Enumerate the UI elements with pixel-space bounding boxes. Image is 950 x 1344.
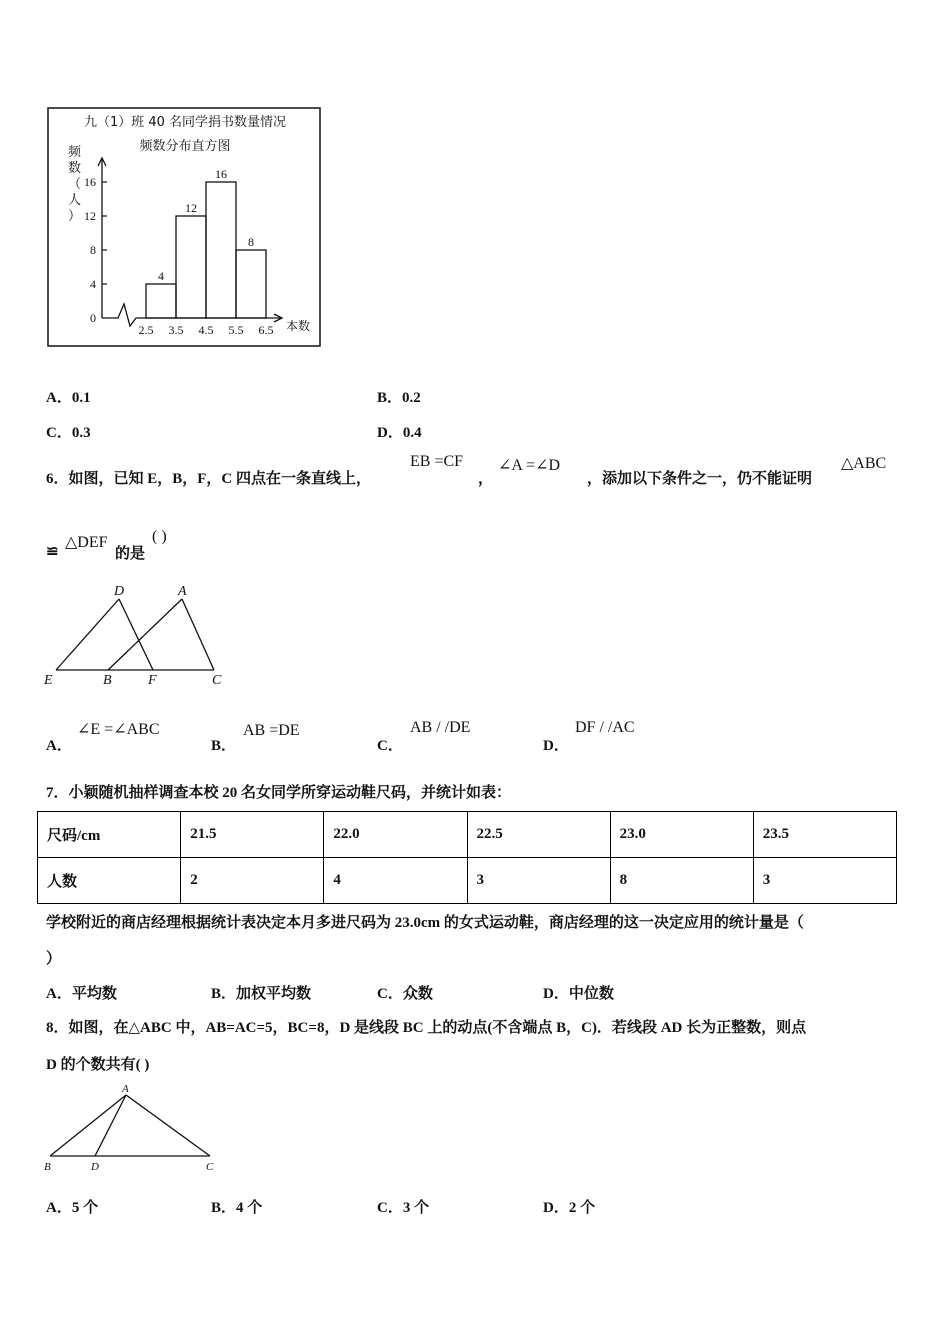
q8-option-a[interactable]: A．5 个: [46, 1200, 99, 1216]
q5-option-d[interactable]: D．0.4: [377, 425, 422, 441]
histogram-subtitle: 频数分布直方图: [139, 139, 231, 154]
q6-segment-ed: [56, 599, 119, 670]
table-cell: 尺码/cm: [38, 812, 181, 858]
y-tick-label: 12: [84, 209, 96, 223]
q6-label-e: E: [44, 673, 53, 686]
q8-segment-ab: [50, 1095, 126, 1156]
q7-option-b[interactable]: B．加权平均数: [211, 986, 312, 1002]
histogram-bar: [236, 250, 266, 318]
table-cell: 8: [610, 858, 753, 904]
y-tick-label: 16: [84, 175, 96, 189]
q6-stem-part1: 6．如图，已知 E，B，F，C 四点在一条直线上，: [46, 471, 372, 487]
x-tick-label: 6.5: [258, 323, 274, 337]
q8-figure: [42, 1082, 222, 1176]
q8-label-c: C: [206, 1161, 214, 1173]
q8-stem-line2: D 的个数共有( ): [46, 1057, 150, 1073]
q8-label-a: A: [122, 1083, 129, 1095]
table-cell: 2: [181, 858, 324, 904]
q6-label-b: B: [103, 673, 112, 686]
table-cell: 23.0: [610, 812, 753, 858]
q6-option-c-label[interactable]: C．: [377, 738, 403, 754]
q6-option-d-label[interactable]: D．: [543, 738, 569, 754]
histogram-bar: [176, 216, 206, 318]
q6-segment-df: [119, 599, 153, 670]
q6-segment-ac: [182, 599, 214, 670]
q8-option-c[interactable]: C．3 个: [377, 1200, 430, 1216]
q8-option-d[interactable]: D．2 个: [543, 1200, 596, 1216]
table-cell: 21.5: [181, 812, 324, 858]
q6-math-triangle-def: △DEF: [65, 534, 108, 551]
q8-option-b[interactable]: B．4 个: [211, 1200, 263, 1216]
histogram-figure: [46, 106, 324, 348]
q6-option-b-label[interactable]: B．: [211, 738, 237, 754]
q8-segment-ac: [126, 1095, 210, 1156]
q6-math-triangle-abc: △ABC: [841, 455, 887, 472]
table-cell: 3: [467, 858, 610, 904]
y-tick-label: 8: [90, 243, 96, 257]
table-cell: 4: [324, 858, 467, 904]
y-tick-label: 0: [90, 311, 96, 325]
q6-option-d-math[interactable]: DF / /AC: [575, 719, 635, 736]
table-row: [38, 858, 897, 904]
q6-label-a: A: [178, 584, 187, 599]
q6-figure: [40, 582, 230, 686]
q6-math-angle-a-d: ∠A =∠D: [498, 457, 561, 474]
q7-after-line2: ）: [46, 951, 62, 967]
q6-option-c-math[interactable]: AB / /DE: [410, 719, 471, 736]
x-tick-label: 5.5: [228, 323, 244, 337]
q5-option-b[interactable]: B．0.2: [377, 390, 421, 406]
histogram-bar: [206, 182, 236, 318]
q6-congruent-symbol: ≌: [46, 544, 59, 560]
table-cell: 22.0: [324, 812, 467, 858]
table-cell: 人数: [38, 858, 181, 904]
q6-option-b-math[interactable]: AB =DE: [243, 722, 300, 739]
q6-stem-part3: 的是: [115, 546, 146, 562]
x-tick-label: 3.5: [168, 323, 184, 337]
q7-after-line1: 学校附近的商店经理根据统计表决定本月多进尺码为 23.0cm 的女式运动鞋，商店经理的这一决定应用的统计量是（: [46, 915, 804, 931]
x-tick-label: 2.5: [138, 323, 154, 337]
q7-option-a[interactable]: A．平均数: [46, 986, 117, 1002]
histogram-x-label: 本数: [286, 319, 311, 333]
x-tick-label: 4.5: [198, 323, 214, 337]
bar-value-label: 4: [158, 269, 164, 283]
histogram-bar: [146, 284, 176, 318]
q5-option-c[interactable]: C．0.3: [46, 425, 91, 441]
bar-value-label: 12: [185, 201, 197, 215]
histogram-title: 九（1）班 40 名同学捐书数量情况: [83, 115, 287, 130]
q6-option-a-math[interactable]: ∠E =∠ABC: [77, 721, 160, 738]
q7-stem: 7．小颖随机抽样调查本校 20 名女同学所穿运动鞋尺码，并统计如表：: [46, 785, 512, 801]
table-cell: 23.5: [753, 812, 896, 858]
bar-value-label: 16: [215, 167, 227, 181]
histogram-y-label: 频数（人）: [68, 145, 82, 224]
histogram-chart: [46, 106, 324, 348]
q6-label-c: C: [212, 673, 222, 686]
table-row: [38, 812, 897, 858]
table-cell: 3: [753, 858, 896, 904]
q8-label-d: D: [91, 1161, 99, 1173]
q8-label-b: B: [44, 1161, 51, 1173]
bar-value-label: 8: [248, 235, 254, 249]
q5-option-a[interactable]: A．0.1: [46, 390, 91, 406]
q7-table: [37, 811, 897, 904]
q7-option-c[interactable]: C．众数: [377, 986, 433, 1002]
q6-answer-paren: ( ): [152, 528, 167, 545]
x-axis: [102, 304, 282, 326]
q6-math-eb-cf: EB =CF: [410, 453, 464, 470]
y-tick-label: 4: [90, 277, 96, 291]
table-cell: 22.5: [467, 812, 610, 858]
q6-label-f: F: [148, 673, 157, 686]
q6-comma: ，: [478, 471, 494, 487]
q8-segment-ad: [95, 1095, 126, 1156]
q8-stem-line1: 8．如图，在△ABC 中，AB=AC=5，BC=8，D 是线段 BC 上的动点(不含端点 B，C)．若线段 AD 长为正整数，则点: [46, 1020, 807, 1036]
q6-stem-part2: ，添加以下条件之一，仍不能证明: [587, 471, 813, 487]
q7-option-d[interactable]: D．中位数: [543, 986, 614, 1002]
q6-option-a-label[interactable]: A．: [46, 738, 72, 754]
q6-label-d: D: [114, 584, 125, 599]
q6-segment-ba: [108, 599, 182, 670]
